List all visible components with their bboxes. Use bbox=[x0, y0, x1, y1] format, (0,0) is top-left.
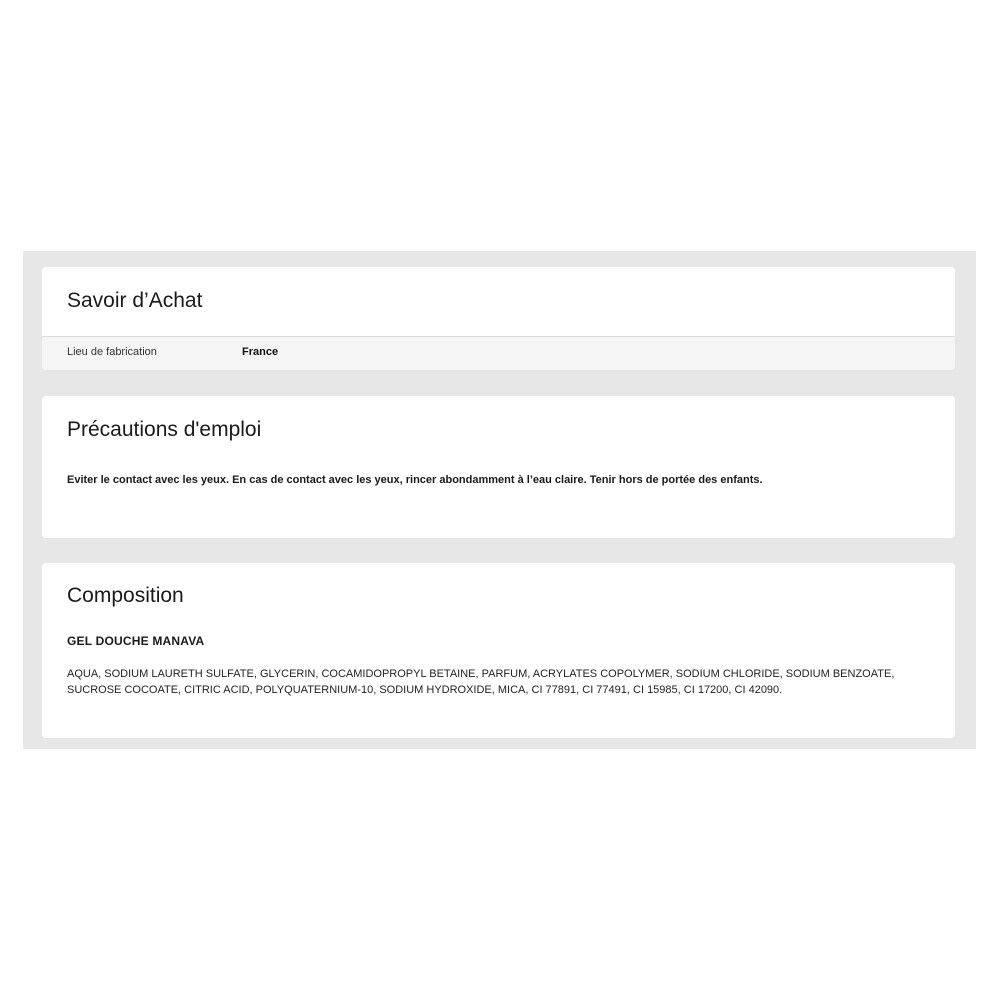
composition-card bbox=[42, 563, 955, 738]
info-label: Lieu de fabrication bbox=[67, 346, 157, 358]
composition-title: Composition bbox=[67, 584, 184, 607]
precautions-title: Précautions d'emploi bbox=[67, 418, 262, 441]
product-name: GEL DOUCHE MANAVA bbox=[67, 634, 205, 648]
precautions-text: Eviter le contact avec les yeux. En cas de contact avec les yeux, rincer abondamment à l’eau claire. Tenir hors de portée des enfants. bbox=[67, 474, 763, 486]
info-row-lieu-fabrication bbox=[42, 336, 955, 370]
info-value: France bbox=[242, 346, 279, 358]
savoir-achat-card bbox=[42, 267, 955, 370]
product-details-panel bbox=[23, 251, 976, 749]
precautions-card bbox=[42, 396, 955, 538]
savoir-achat-title: Savoir d’Achat bbox=[67, 289, 203, 312]
ingredients-list: AQUA, SODIUM LAURETH SULFATE, GLYCERIN, COCAMIDOPROPYL BETAINE, PARFUM, ACRYLATES COPOLYMER, SODIUM CHLORIDE, SODIUM BENZOATE, SUCROSE COCOATE, CITRIC ACID, POLYQUATERNIUM-10, SODIUM HYDROXIDE, MICA, CI 77891, CI 77491, CI 15985, CI 17200, CI 42090. bbox=[67, 668, 895, 696]
